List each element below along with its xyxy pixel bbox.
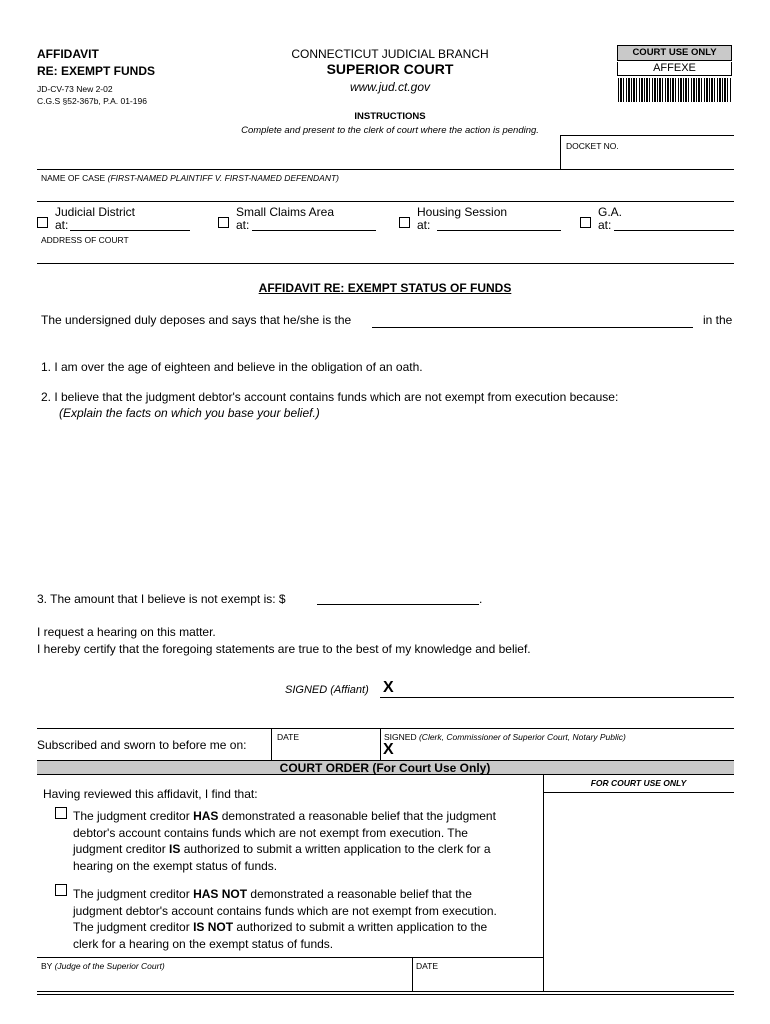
court-use-only-label: COURT USE ONLY xyxy=(632,47,717,58)
sworn-date-field[interactable] xyxy=(272,743,379,759)
order-date-label: DATE xyxy=(416,961,439,971)
for-court-use-only: FOR COURT USE ONLY xyxy=(590,778,687,788)
signed-affiant-label: SIGNED (Affiant) xyxy=(285,684,369,696)
judicial-district-checkbox[interactable] xyxy=(37,217,48,228)
judicial-district-label: Judicial District xyxy=(55,205,136,219)
docket-no-field[interactable] xyxy=(561,152,733,168)
ga-label: G.A. xyxy=(598,205,623,219)
name-of-case-label: NAME OF CASE (FIRST-NAMED PLAINTIFF V. FIRST-NAMED DEFENDANT) xyxy=(41,173,340,183)
small-claims-checkbox[interactable] xyxy=(218,217,229,228)
branch-name: CONNECTICUT JUDICIAL BRANCH xyxy=(291,47,489,61)
section-title: AFFIDAVIT RE: EXEMPT STATUS OF FUNDS xyxy=(258,281,512,295)
explanation-field[interactable] xyxy=(59,424,734,589)
form-number: JD-CV-73 New 2-02 xyxy=(37,84,113,94)
amount-field[interactable] xyxy=(317,604,479,605)
by-judge-label: BY (Judge of the Superior Court) xyxy=(41,961,165,971)
judicial-district-field[interactable] xyxy=(70,230,190,231)
court-use-code: AFFEXE xyxy=(617,62,732,76)
instructions-title: INSTRUCTIONS xyxy=(354,111,426,122)
item-2: 2. I believe that the judgment debtor's account contains funds which are not exempt from execution because: xyxy=(41,390,619,404)
item-3: 3. The amount that I believe is not exempt is: $ xyxy=(37,592,286,606)
small-claims-at: at: xyxy=(236,218,250,232)
has-not-demonstrated-checkbox[interactable] xyxy=(55,884,67,896)
court-name: SUPERIOR COURT xyxy=(326,61,454,77)
sworn-signed-label: SIGNED (Clerk, Commissioner of Superior Court, Notary Public) xyxy=(384,732,626,742)
form-title-line2: RE: EXEMPT FUNDS xyxy=(37,64,156,78)
judicial-district-at: at: xyxy=(55,218,69,232)
court-order-title: COURT ORDER (For Court Use Only) xyxy=(279,761,491,775)
instructions-text: Complete and present to the clerk of court where the action is pending. xyxy=(241,125,539,136)
has-demonstrated-checkbox[interactable] xyxy=(55,807,67,819)
item-2-hint: (Explain the facts on which you base your belief.) xyxy=(59,406,320,420)
address-of-court-field[interactable] xyxy=(37,246,734,262)
sworn-signature-field[interactable] xyxy=(400,743,734,759)
affiant-x-mark: X xyxy=(383,679,394,696)
reviewed-text: Having reviewed this affidavit, I find that: xyxy=(43,787,258,801)
capacity-field[interactable] xyxy=(372,327,693,328)
housing-session-at: at: xyxy=(417,218,431,232)
statute-reference: C.G.S §52-367b, P.A. 01-196 xyxy=(37,96,147,106)
ga-at: at: xyxy=(598,218,612,232)
housing-session-field[interactable] xyxy=(437,230,561,231)
affiant-signature-field[interactable] xyxy=(380,697,734,698)
option-has-not-text: The judgment creditor HAS NOT demonstrated a reasonable belief that the judgment debtor's account contains funds which are not exempt from execution. The judgment creditor IS NOT authorized to submit a written application to the clerk for a hearing on the exempt status of funds. xyxy=(73,887,497,951)
website: www.jud.ct.gov xyxy=(349,80,431,94)
sworn-x-mark: X xyxy=(383,741,394,758)
housing-session-checkbox[interactable] xyxy=(399,217,410,228)
hearing-request: I request a hearing on this matter. xyxy=(37,625,216,639)
sworn-label: Subscribed and sworn to before me on: xyxy=(37,738,247,752)
small-claims-field[interactable] xyxy=(252,230,376,231)
sworn-date-label: DATE xyxy=(277,732,300,742)
in-the-text: in the xyxy=(703,313,733,327)
barcode xyxy=(618,78,731,102)
form-title-line1: AFFIDAVIT xyxy=(37,47,99,61)
small-claims-label: Small Claims Area xyxy=(236,205,335,219)
item-1: 1. I am over the age of eighteen and believe in the obligation of an oath. xyxy=(41,360,423,374)
docket-no-label: DOCKET NO. xyxy=(566,141,619,151)
court-use-area[interactable] xyxy=(544,793,734,990)
housing-session-label: Housing Session xyxy=(417,205,508,219)
judge-signature-field[interactable] xyxy=(37,972,411,990)
ga-checkbox[interactable] xyxy=(580,217,591,228)
name-of-case-field[interactable] xyxy=(37,184,734,200)
certify-statement: I hereby certify that the foregoing statements are true to the best of my knowledge and belief. xyxy=(37,642,531,656)
address-of-court-label: ADDRESS OF COURT xyxy=(41,235,129,245)
deposes-text: The undersigned duly deposes and says that he/she is the xyxy=(41,313,352,327)
item-3-period: . xyxy=(479,592,483,606)
option-has-text: The judgment creditor HAS demonstrated a reasonable belief that the judgment debtor's account contains funds which are not exempt from execution. The judgment creditor IS authorized to submit a written application to the clerk for a hearing on the exempt status of funds. xyxy=(73,809,496,873)
ga-field[interactable] xyxy=(614,230,734,231)
order-date-field[interactable] xyxy=(413,972,542,990)
